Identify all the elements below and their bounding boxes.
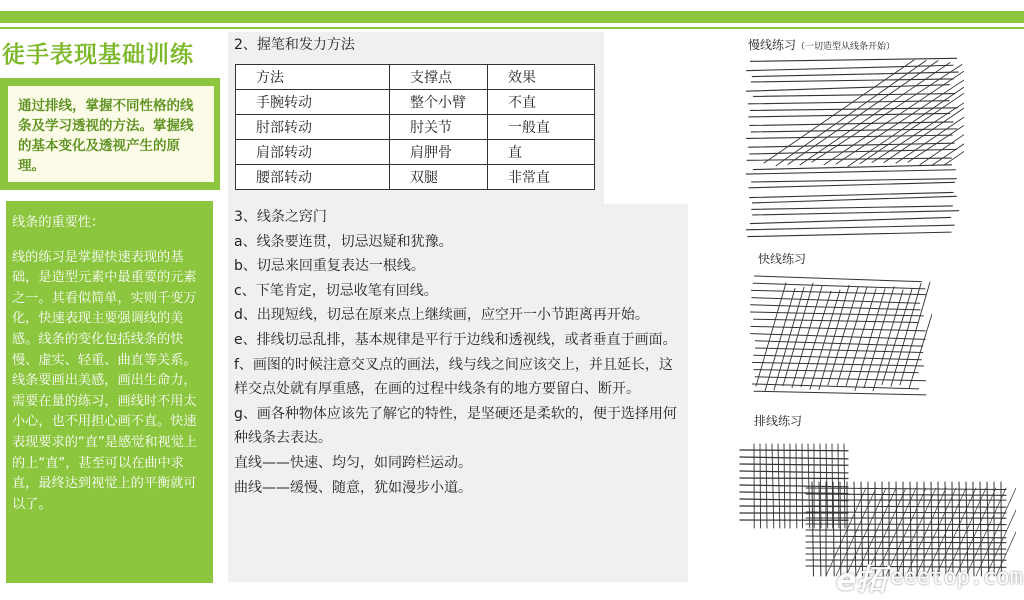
sketch-stroke	[788, 61, 938, 165]
sketch-stroke	[751, 334, 926, 340]
tip-item: f、画图的时候注意交叉点的画法，线与线之间应该交上，并且延长，这样交点处就有厚重感，在画的过程中线条有的地方要留白、断开。	[234, 356, 673, 398]
sketch-stroke	[908, 64, 964, 163]
intro-text: 通过排线，掌握不同性格的线条及学习透视的方法。掌握线的基本变化及透视产生的原理。	[8, 86, 214, 182]
table-header-cell: 支撑点	[390, 65, 488, 90]
top-accent-bar	[0, 11, 1024, 23]
sketch-stroke	[750, 108, 957, 111]
sketch-stroke	[844, 444, 845, 528]
sketch-stroke	[753, 165, 951, 170]
sketch-stroke	[740, 485, 848, 487]
sketch-stroke	[766, 444, 767, 528]
sketch-stroke	[746, 225, 954, 230]
importance-body: 线的练习是掌握快速表现的基础，是造型元素中最重要的元素之一。其看似简单，实则千变万化，快速表现主要强调线的美感。线条的变化包括线条的快慢、虚实、轻重、曲直等关系。线条要画出美感，画出生命力，需要在量的练习，画线时不用太小心，也不用担心画不直。快速表现要求的“直”是感觉和视觉上的上“直”，甚至可以在曲中求直，最终达到视觉上的平衡就可以了。	[12, 249, 198, 512]
sketch-stroke	[806, 536, 1006, 538]
sketch-stroke	[754, 391, 926, 395]
watermark-logo	[836, 560, 1024, 598]
tip-item: b、切忌来回重复表达一根线。	[234, 258, 425, 275]
intro-panel	[0, 78, 220, 190]
table-row	[236, 165, 595, 190]
sketch-stroke	[891, 283, 921, 386]
table-cell: 肩胛骨	[390, 140, 488, 165]
table-cell: 直	[488, 140, 595, 165]
sketch-stroke	[909, 291, 932, 388]
sketch-stroke	[806, 494, 1006, 495]
slow-line-caption	[748, 36, 895, 53]
sketch-stroke	[819, 285, 849, 389]
sketch-stroke	[740, 478, 848, 479]
tip-item: 直线——快速、均匀，如同跨栏运动。	[234, 454, 472, 471]
table-cell: 双腿	[390, 165, 488, 190]
hatch-line-label: 排线练习	[754, 414, 803, 428]
table-cell: 非常直	[488, 165, 595, 190]
top-accent-line	[0, 27, 1024, 29]
grip-method-table	[235, 64, 595, 190]
slow-line-label: 慢线练习	[748, 38, 797, 52]
sketch-stroke	[882, 289, 912, 385]
sketch-stroke	[750, 217, 950, 223]
sketch-stroke	[747, 158, 951, 160]
sketch-stroke	[754, 94, 955, 97]
table-cell: 不直	[488, 90, 595, 115]
sketch-stroke	[776, 61, 926, 166]
table-cell: 肩部转动	[236, 140, 390, 165]
sketch-stroke	[802, 444, 803, 528]
tip-item: c、下笔肯定，切忌收笔有回线。	[234, 282, 438, 299]
table-cell: 肘关节	[390, 115, 488, 140]
importance-panel	[6, 201, 213, 583]
sketch-stroke	[751, 129, 957, 132]
tip-item: g、画各种物体应该先了解它的特性，是坚硬还是柔软的，便于选择用何种线条去表达。	[234, 405, 677, 447]
sketch-stroke	[752, 196, 956, 203]
tips-section	[234, 205, 684, 500]
sketch-stroke	[810, 290, 840, 389]
watermark-text: eeetop.com	[890, 564, 1023, 590]
sketch-stroke	[806, 530, 1006, 531]
sketch-stroke	[806, 542, 1006, 543]
sketch-stroke	[748, 232, 951, 236]
slow-line-note: （一切造型从线条开始）	[796, 42, 896, 52]
table-cell: 整个小臂	[390, 90, 488, 115]
sketch-stroke	[796, 444, 797, 528]
grip-section-heading: 2、握笔和发力方法	[234, 37, 355, 53]
table-row	[236, 115, 595, 140]
tip-item: a、线条要连贯，切忌迟疑和犹豫。	[234, 233, 453, 250]
table-row	[236, 90, 595, 115]
sketch-stroke	[749, 182, 955, 187]
sketch-stroke	[792, 286, 822, 387]
sketch-stroke	[774, 287, 804, 390]
sketch-stroke	[855, 289, 885, 391]
table-row	[236, 140, 595, 165]
sketch-stroke	[755, 341, 923, 346]
sketch-stroke	[760, 444, 761, 528]
fast-line-label: 快线练习	[758, 252, 807, 266]
table-cell: 肘部转动	[236, 115, 390, 140]
sketch-stroke	[754, 370, 918, 373]
sketch-stroke	[752, 384, 918, 389]
slow-line-sketch	[744, 52, 964, 244]
table-cell: 一般直	[488, 115, 595, 140]
sketch-stroke	[755, 377, 925, 381]
sketch-stroke	[753, 283, 925, 289]
sketch-stroke	[753, 211, 959, 215]
table-header-cell: 方法	[236, 65, 390, 90]
watermark-mark: e拓	[836, 563, 887, 598]
sketch-stroke	[751, 179, 956, 182]
tips-heading: 3、线条之窍门	[234, 209, 327, 225]
importance-title: 线条的重要性：	[12, 215, 105, 230]
sketch-stroke	[873, 290, 903, 391]
table-header-cell: 效果	[488, 65, 595, 90]
sketch-stroke	[754, 355, 922, 360]
fast-line-sketch	[746, 270, 932, 402]
sketch-stroke	[746, 170, 955, 174]
table-cell: 手腕转动	[236, 90, 390, 115]
table-cell: 腰部转动	[236, 165, 390, 190]
sketch-stroke	[833, 482, 834, 576]
sketch-stroke	[740, 492, 848, 493]
tip-item: e、排线切忌乱排，基本规律是平行于边线和透视线，或者垂直于画面。	[234, 331, 677, 348]
sketch-stroke	[806, 548, 1006, 549]
sketch-stroke	[752, 298, 920, 304]
sketch-stroke	[750, 192, 953, 197]
sketch-stroke	[752, 206, 953, 209]
sketch-stroke	[812, 482, 814, 576]
page-title: 徒手表现基础训练	[2, 42, 194, 68]
sketch-stroke	[806, 524, 1006, 525]
sketch-stroke	[746, 85, 949, 91]
tip-item: d、出现短线，切忌在原来点上继续画，应空开一小节距离再开始。	[234, 307, 649, 324]
sketch-stroke	[754, 276, 921, 282]
sketch-stroke	[784, 444, 785, 528]
sketch-stroke	[747, 65, 953, 70]
table-header-row	[236, 65, 595, 90]
sketch-stroke	[838, 444, 839, 528]
sketch-stroke	[750, 122, 953, 126]
sketch-stroke	[752, 72, 958, 76]
tip-item: 曲线——缓慢、随意，犹如漫步小道。	[234, 479, 472, 496]
